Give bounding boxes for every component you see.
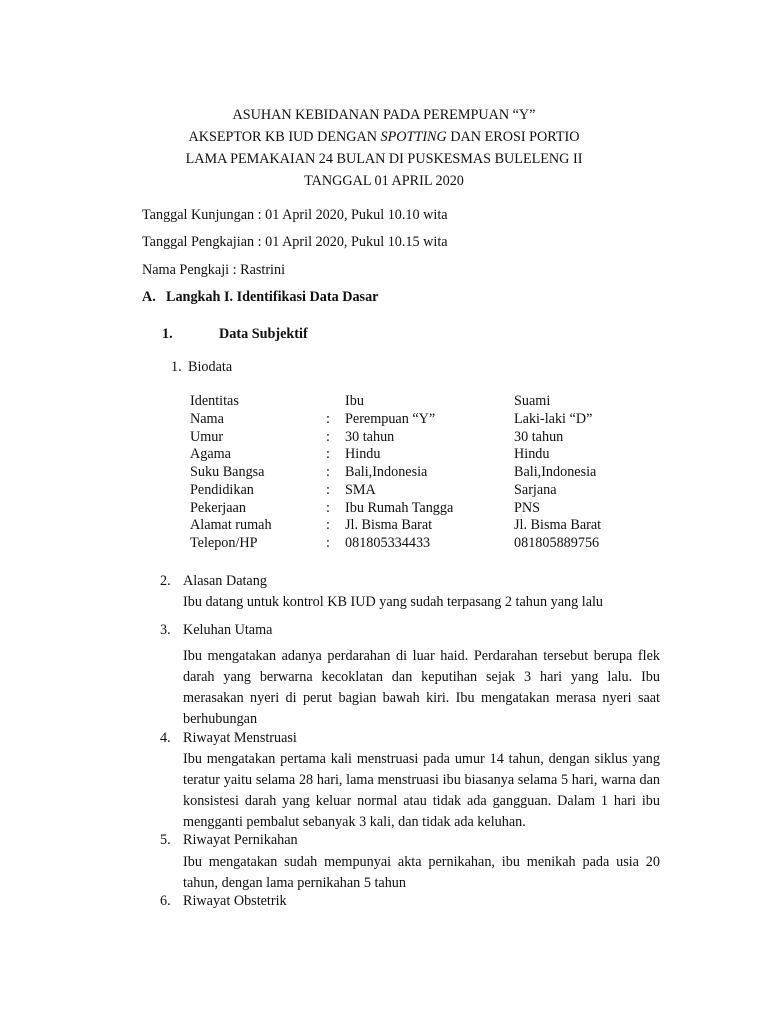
biodata-marker: 1.: [171, 359, 182, 375]
row-ibu-value: Ibu Rumah Tangga: [345, 500, 454, 516]
row-suami-value: Bali,Indonesia: [514, 464, 597, 480]
section-a-title: Langkah I. Identifikasi Data Dasar: [166, 289, 379, 305]
row-suami-value: 081805889756: [514, 535, 600, 551]
title-line-2: [0, 126, 768, 148]
item-title: Riwayat Obstetrik: [183, 893, 287, 909]
item-marker: 6.: [160, 893, 171, 909]
item-title: Alasan Datang: [183, 573, 267, 589]
title-line-2-italic: SPOTTING: [380, 129, 447, 145]
row-colon: :: [326, 500, 330, 516]
header-identitas: Identitas: [190, 393, 239, 409]
document-title: [0, 104, 768, 192]
row-ibu-value: Jl. Bisma Barat: [345, 517, 433, 533]
item-title: Riwayat Pernikahan: [183, 832, 298, 848]
header-suami: Suami: [514, 393, 551, 409]
assessment-date: Tanggal Pengkajian : 01 April 2020, Pukul 10.15 wita: [142, 234, 448, 250]
assessor-name: Nama Pengkaji : Rastrini: [142, 262, 286, 278]
row-label: Telepon/HP: [190, 535, 258, 551]
row-ibu-value: 30 tahun: [345, 429, 395, 445]
item-marker: 5.: [160, 832, 171, 848]
title-line-3: LAMA PEMAKAIAN 24 BULAN DI PUSKESMAS BULELENG II: [185, 151, 583, 167]
item-text: Ibu mengatakan adanya perdarahan di luar haid. Perdarahan tersebut berupa flek darah yang berwarna kecoklatan dan keputihan sejak 3 hari yang lalu. Ibu merasakan nyeri di perut bagian bawah kiri. Ibu mengatakan merasa nyeri saat berhubungan: [183, 648, 660, 727]
item-title: Keluhan Utama: [183, 622, 273, 638]
section-a-marker: A.: [142, 289, 156, 305]
row-label: Nama: [190, 411, 224, 427]
row-colon: :: [326, 446, 330, 462]
row-colon: :: [326, 517, 330, 533]
row-ibu-value: SMA: [345, 482, 376, 498]
row-ibu-value: Bali,Indonesia: [345, 464, 428, 480]
row-colon: :: [326, 411, 330, 427]
header-ibu: Ibu: [345, 393, 364, 409]
subsection-1-title: Data Subjektif: [219, 326, 308, 342]
item-marker: 4.: [160, 730, 171, 746]
item-marker: 3.: [160, 622, 171, 638]
row-ibu-value: 081805334433: [345, 535, 431, 551]
item-title: Riwayat Menstruasi: [183, 730, 297, 746]
title-line-2-start: AKSEPTOR KB IUD DENGAN: [188, 129, 381, 145]
row-ibu-value: Hindu: [345, 446, 381, 462]
row-label: Pekerjaan: [190, 500, 246, 516]
row-suami-value: 30 tahun: [514, 429, 564, 445]
row-suami-value: Jl. Bisma Barat: [514, 517, 602, 533]
row-label: Pendidikan: [190, 482, 254, 498]
row-colon: :: [326, 429, 330, 445]
row-label: Agama: [190, 446, 231, 462]
title-line-4: TANGGAL 01 APRIL 2020: [304, 173, 464, 189]
title-line-2-end: DAN EROSI PORTIO: [446, 129, 580, 145]
row-label: Alamat rumah: [190, 517, 272, 533]
item-marker: 2.: [160, 573, 171, 589]
row-suami-value: Hindu: [514, 446, 550, 462]
row-label: Umur: [190, 429, 224, 445]
subsection-1-marker: 1.: [162, 326, 173, 342]
row-suami-value: Sarjana: [514, 482, 557, 498]
visit-date: Tanggal Kunjungan : 01 April 2020, Pukul 10.10 wita: [142, 207, 448, 223]
row-ibu-value: Perempuan “Y”: [345, 411, 436, 427]
row-colon: :: [326, 535, 330, 551]
biodata-title: Biodata: [188, 359, 233, 375]
row-suami-value: PNS: [514, 500, 541, 516]
row-colon: :: [326, 464, 330, 480]
item-text: Ibu mengatakan pertama kali menstruasi pada umur 14 tahun, dengan siklus yang teratur yaitu selama 28 hari, lama menstruasi ibu biasanya selama 5 hari, warna dan konsistesi darah yang keluar normal atau tidak ada gangguan. Dalam 1 hari ibu mengganti pembalut sebanyak 3 kali, dan tidak ada keluhan.: [183, 751, 660, 830]
row-suami-value: Laki-laki “D”: [514, 411, 593, 427]
item-text: Ibu datang untuk kontrol KB IUD yang sudah terpasang 2 tahun yang lalu: [183, 594, 604, 610]
row-label: Suku Bangsa: [190, 464, 265, 480]
title-line-1: ASUHAN KEBIDANAN PADA PEREMPUAN “Y”: [232, 107, 536, 123]
item-text: Ibu mengatakan sudah mempunyai akta pernikahan, ibu menikah pada usia 20 tahun, dengan lama pernikahan 5 tahun: [183, 854, 660, 891]
row-colon: :: [326, 482, 330, 498]
